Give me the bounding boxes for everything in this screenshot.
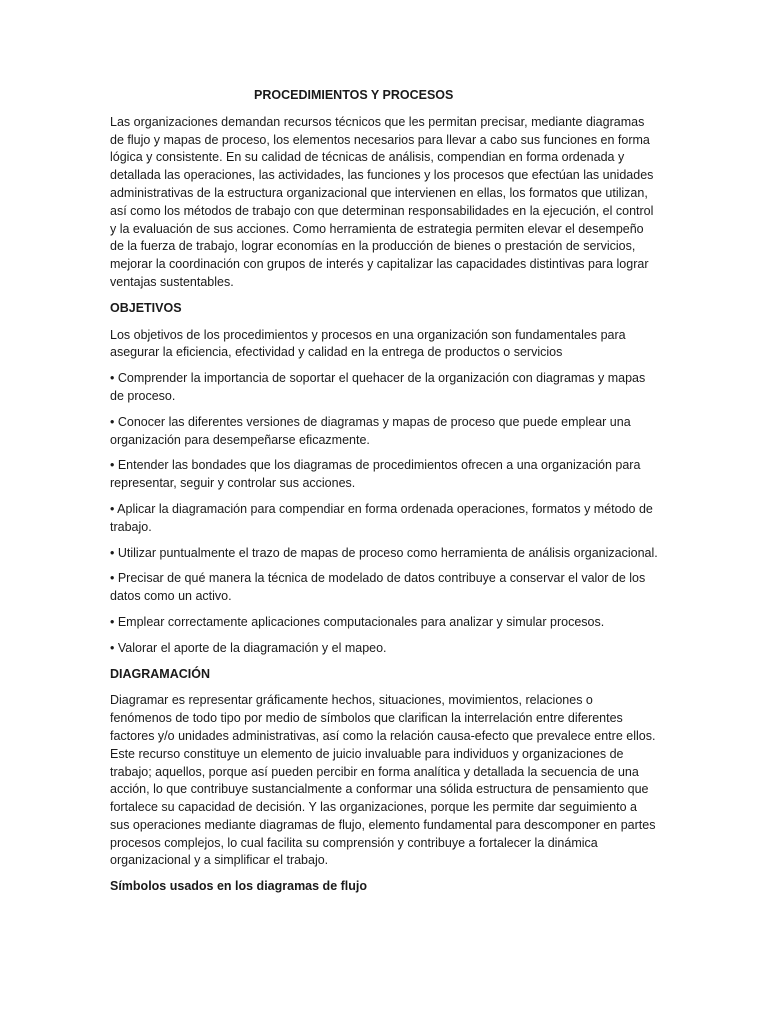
objetivos-heading: OBJETIVOS [110,300,182,315]
document-page [110,87,658,905]
diagramacion-paragraph: Diagramar es representar gráficamente hechos, situaciones, movimientos, relaciones o fenómenos de todo tipo por medio de símbolos que clarifican la interrelación entre diferentes factores y/o unidades administrativas, así como la relación causa-efecto que prevalece entre ellos. Este recurso constituye un elemento de juicio invaluable para individuos y organizaciones de trabajo; aquellos, porque así pueden percibir en forma analítica y detallada la secuencia de una acción, lo que contribuye sustancialmente a conformar una sólida estructura de pensamiento que fortalece su capacidad de decisión. Y las organizaciones, porque les permite dar seguimiento a sus operaciones mediante diagramas de flujo, elemento fundamental para descomponer en partes procesos complejos, lo cual facilita su comprensión y contribuye a fortalecer la dinámica organizacional y a simplificar el trabajo. [110,693,656,868]
list-item: • Utilizar puntualmente el trazo de mapas de proceso como herramienta de análisis organizacional. [110,545,658,560]
list-item: • Comprender la importancia de soportar el quehacer de la organización con diagramas y mapas de proceso. [110,371,646,403]
objetivos-intro-paragraph: Los objetivos de los procedimientos y procesos en una organización son fundamentales para asegurar la eficiencia, efectividad y calidad en la entrega de productos o servicios [110,327,626,360]
objetivos-list [110,370,658,657]
list-item: • Emplear correctamente aplicaciones computacionales para analizar y simular procesos. [110,614,605,629]
simbolos-heading: Símbolos usados en los diagramas de flujo [110,879,368,894]
list-item: • Entender las bondades que los diagramas de procedimientos ofrecen a una organización para representar, seguir y controlar sus acciones. [110,458,641,491]
diagramacion-heading: DIAGRAMACIÓN [110,666,210,681]
list-item: • Precisar de qué manera la técnica de modelado de datos contribuye a conservar el valor de los datos como un activo. [110,571,646,604]
document-title: PROCEDIMIENTOS Y PROCESOS [254,88,454,102]
list-item: • Conocer las diferentes versiones de diagramas y mapas de proceso que puede emplear una organización para desempeñarse eficazmente. [110,414,631,447]
list-item: • Aplicar la diagramación para compendiar en forma ordenada operaciones, formatos y método de trabajo. [110,501,653,534]
list-item: • Valorar el aporte de la diagramación y el mapeo. [110,640,387,655]
intro-paragraph: Las organizaciones demandan recursos técnicos que les permitan precisar, mediante diagramas de flujo y mapas de proceso, los elementos necesarios para llevar a cabo sus funciones en forma lógica y consistente. En su calidad de técnicas de análisis, compendian en forma ordenada y detallada las operaciones, las actividades, las funciones y los procesos que efectúan las unidades administrativas de la estructura organizacional que intervienen en ellas, los formatos que utilizan, así como los métodos de trabajo con que determinan responsabilidades en la ejecución, el control y la evaluación de sus acciones. Como herramienta de estrategia permiten elevar el desempeño de la fuerza de trabajo, lograr economías en la producción de bienes o prestación de servicios, mejorar la coordinación con grupos de interés y capitalizar las capacidades distintivas para lograr ventajas sustentables. [110,114,654,289]
